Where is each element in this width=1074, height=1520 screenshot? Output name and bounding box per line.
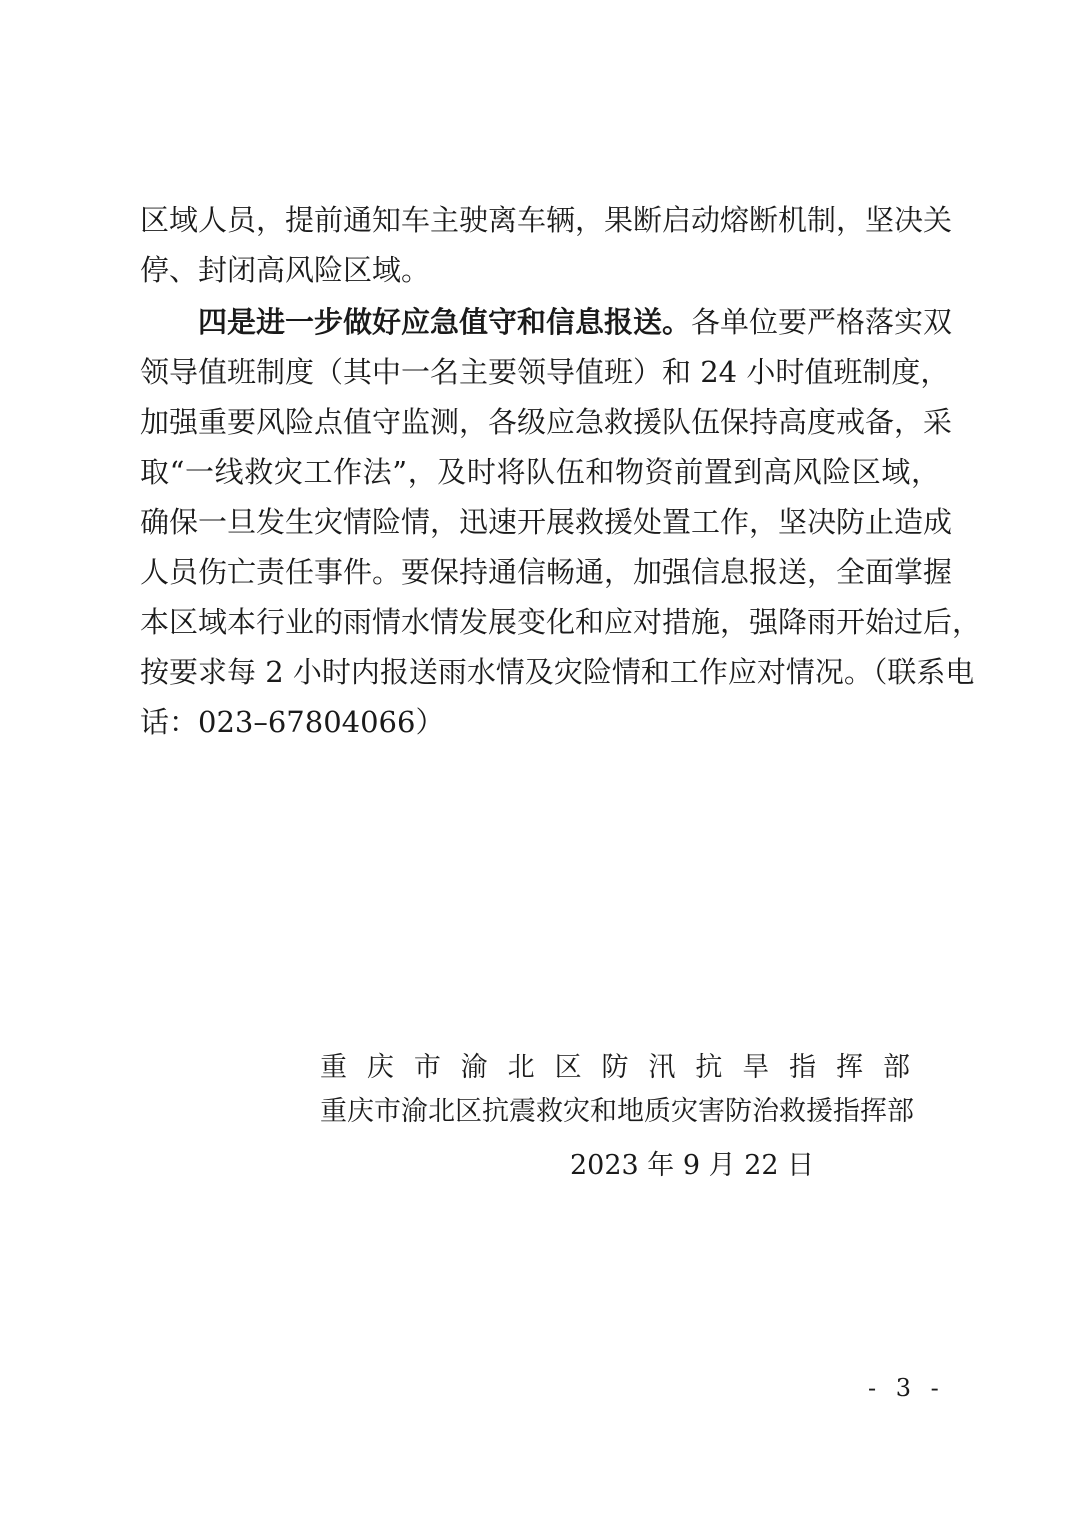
text-line: 话：023–67804066）	[140, 705, 445, 739]
text-line: 取“一线救灾工作法”，及时将队伍和物资前置到高风险区域，	[140, 455, 940, 489]
text-line: 人员伤亡责任事件。要保持通信畅通，加强信息报送，全面掌握	[140, 555, 953, 589]
text-line: 本区域本行业的雨情水情发展变化和应对措施，强降雨开始过后，	[140, 605, 982, 639]
text-line: 确保一旦发生灾情险情，迅速开展救援处置工作，坚决防止造成	[140, 505, 953, 539]
text-line: 按要求每 2 小时内报送雨水情及灾险情和工作应对情况。（联系电	[140, 655, 975, 689]
text-fragment: 各单位要严格落实双	[691, 305, 953, 339]
page-number: - 3 -	[868, 1374, 945, 1402]
text-line: 加强重要风险点值守监测，各级应急救援队伍保持高度戒备，采	[140, 405, 953, 439]
paragraph-heading: 四是进一步做好应急值守和信息报送。	[198, 305, 692, 339]
paragraph-first-line	[198, 302, 953, 342]
signature-date: 2023 年 9 月 22 日	[570, 1150, 815, 1181]
signature-org: 重庆市渝北区防汛抗旱指挥部	[320, 1052, 910, 1083]
text-line: 停、封闭高风险区域。	[140, 253, 431, 287]
signature-org: 重庆市渝北区抗震救灾和地质灾害防治救援指挥部	[320, 1096, 914, 1127]
text-line: 领导值班制度（其中一名主要领导值班）和 24 小时值班制度，	[140, 355, 950, 389]
text-line: 区域人员，提前通知车主驶离车辆，果断启动熔断机制，坚决关	[140, 203, 953, 237]
